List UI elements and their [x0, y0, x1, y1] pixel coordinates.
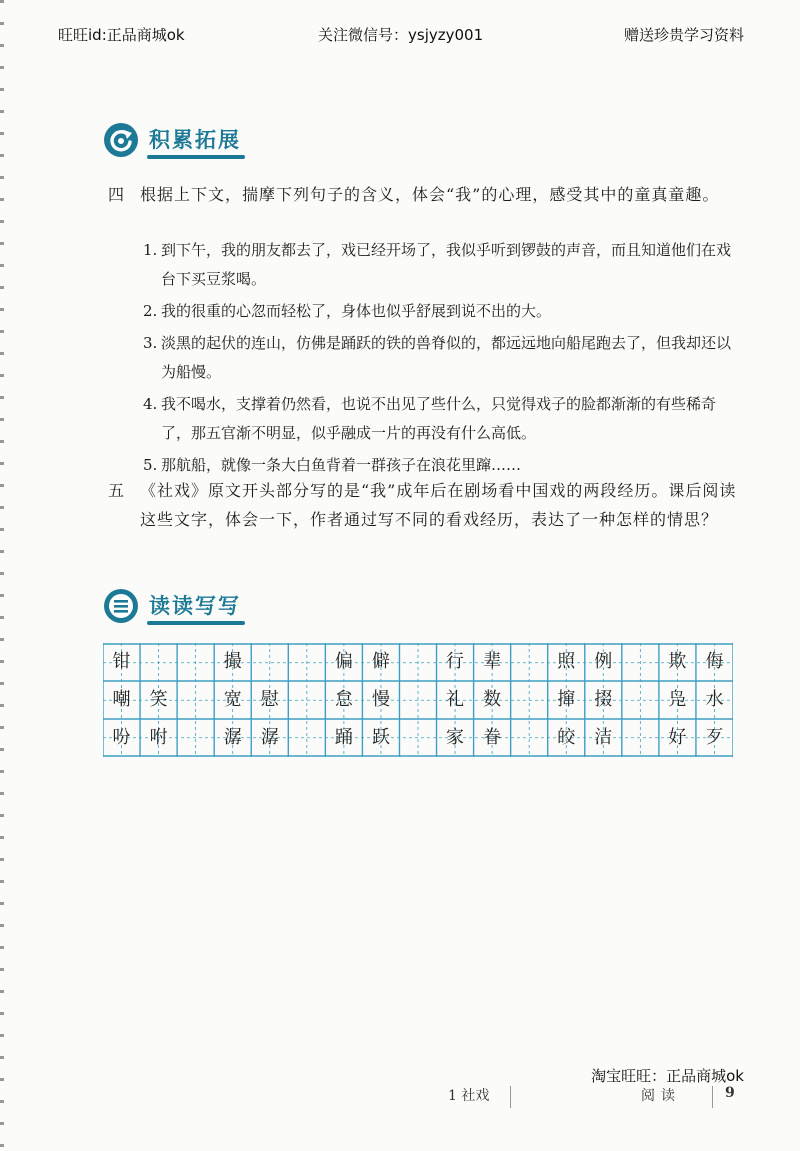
grid-character: 皎	[557, 727, 576, 748]
grid-character: 例	[594, 651, 613, 672]
item-number: 5.	[143, 456, 158, 474]
grid-character: 踊	[334, 727, 353, 748]
grid-character: 数	[483, 689, 502, 710]
grid-character: 行	[446, 651, 465, 672]
grid-character: 好	[668, 727, 687, 748]
watermark-note: 淘宝旺旺：正品商城ok	[591, 1067, 744, 1085]
page-number: 9	[725, 1085, 735, 1101]
item-text: 到下午，我的朋友都去了，戏已经开场了，我似乎听到锣鼓的声音，而且知道他们在戏台下买豆浆喝。	[161, 241, 732, 288]
question-text: 《社戏》原文开头部分写的是“我”成年后在剧场看中国戏的两段经历。课后阅读这些文字，体会一下，作者通过写不同的看戏经历，表达了一种怎样的情思？	[140, 481, 737, 529]
grid-character: 钳	[112, 651, 131, 672]
grid-character: 辈	[483, 651, 502, 672]
grid-character: 家	[446, 727, 465, 748]
grid-character: 照	[557, 651, 576, 672]
grid-character: 慢	[371, 689, 390, 710]
list-item	[143, 236, 743, 294]
header-left: 旺旺id:正品商城ok	[58, 26, 185, 44]
section-underline	[147, 155, 245, 159]
item-number: 4.	[143, 395, 158, 413]
item-number: 2.	[143, 302, 158, 320]
binding-holes	[0, 0, 4, 1151]
grid-lines	[103, 643, 733, 757]
question-5	[108, 476, 748, 534]
grid-character: 嘲	[112, 689, 131, 710]
refresh-arrow-icon	[103, 122, 139, 158]
grid-character: 撺	[557, 689, 576, 710]
footer-divider	[712, 1086, 713, 1108]
grid-character: 潺	[223, 727, 242, 748]
grid-character: 歹	[705, 727, 724, 748]
section-title: 积累拓展	[149, 127, 241, 152]
grid-character: 潺	[260, 727, 279, 748]
list-item	[143, 297, 743, 326]
grid-character: 水	[705, 689, 724, 710]
item-text: 那航船，就像一条大白鱼背着一群孩子在浪花里蹿……	[161, 456, 522, 474]
grid-character: 洁	[594, 727, 613, 748]
section-title: 读读写写	[149, 593, 241, 618]
list-item	[143, 390, 743, 448]
question-text: 根据上下文，揣摩下列句子的含义，体会“我”的心理，感受其中的童真童趣。	[140, 185, 720, 204]
grid-character: 宽	[223, 689, 242, 710]
list-item	[143, 329, 743, 387]
question-4-items	[143, 236, 743, 483]
footer-lesson: 1 社戏	[448, 1088, 490, 1104]
grid-character: 撮	[223, 651, 242, 672]
grid-character: 慰	[260, 689, 279, 710]
grid-character: 掇	[594, 689, 613, 710]
question-number: 四	[108, 185, 126, 204]
section-underline	[147, 621, 245, 625]
watermark-header	[0, 24, 800, 46]
grid-character: 吩	[112, 727, 131, 748]
grid-character: 眷	[483, 727, 502, 748]
header-right: 赠送珍贵学习资料	[623, 26, 744, 44]
vocabulary-grid	[103, 643, 733, 757]
question-number: 五	[108, 481, 126, 500]
footer-divider	[510, 1086, 511, 1108]
grid-character: 僻	[371, 651, 390, 672]
grid-character: 凫	[668, 689, 687, 710]
grid-character: 跃	[371, 727, 390, 748]
grid-character: 欺	[668, 651, 687, 672]
grid-character: 笑	[149, 689, 168, 710]
question-4	[108, 180, 748, 209]
header-center: 关注微信号：ysjyzy001	[318, 26, 484, 44]
grid-character: 礼	[446, 689, 465, 710]
item-number: 3.	[143, 334, 158, 352]
item-text: 我的很重的心忽而轻松了，身体也似乎舒展到说不出的大。	[161, 302, 552, 320]
item-text: 淡黑的起伏的连山，仿佛是踊跃的铁的兽脊似的，都远远地向船尾跑去了，但我却还以为船慢。	[161, 334, 732, 381]
item-text: 我不喝水，支撑着仍然看，也说不出见了些什么，只觉得戏子的脸都渐渐的有些稀奇了，那五官渐不明显，似乎融成一片的再没有什么高低。	[161, 395, 717, 442]
item-number: 1.	[143, 241, 158, 259]
grid-character: 侮	[705, 651, 724, 672]
grid-character: 咐	[149, 727, 168, 748]
footer-section: 阅读	[641, 1088, 681, 1104]
grid-character: 偏	[334, 651, 353, 672]
grid-character: 怠	[334, 689, 353, 710]
list-icon	[103, 588, 139, 624]
